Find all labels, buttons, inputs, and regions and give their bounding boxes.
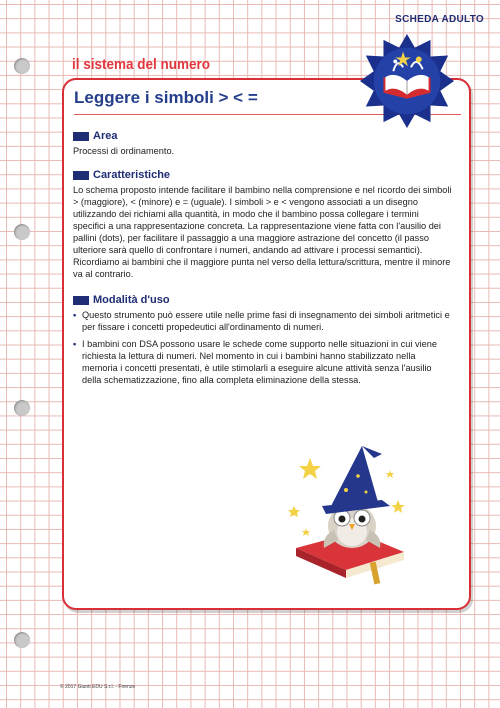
heading-marker-icon [73, 296, 89, 305]
caratteristiche-text: Lo schema proposto intende facilitare il bambino nella comprensione e nel ricordo dei simboli > (maggiore), < (minore) e = (uguale). I simboli > e < vengono associati a un disegno utilizzando dei richiami alla quantità, in modo che il bambino possa collegare i termini specifici a una rappresentazione concreta. La rappresentazione viene fatta con l'ausilio dei pallini (dots), per facilitare il passaggio a una maggiore astrazione del concetto (il passo ulteriore sarà quello di confrontare i numeri, andando ad attivare i processi semantici). Ricordiamo ai bambini che il maggiore punta nel verso della lettura/scrittura, mentre il minore va al contrario. [73, 185, 452, 279]
caratteristiche-heading-text: Caratteristiche [93, 169, 171, 181]
modalita-heading-text: Modalità d'uso [93, 294, 170, 306]
heading-marker-icon [73, 132, 89, 141]
area-text: Processi di ordinamento. [73, 146, 175, 156]
binder-hole [14, 58, 30, 74]
binder-hole [14, 224, 30, 240]
section-label: il sistema del numero [72, 56, 211, 73]
sheet-type-label: SCHEDA ADULTO [395, 14, 484, 25]
card-content [73, 130, 452, 391]
list-item: • Questo strumento può essere utile nelle prime fasi di insegnamento dei simboli aritmetici e per fissare i concetti propedeutici all'ordinamento di numeri. [73, 309, 452, 333]
modalita-heading [73, 294, 452, 307]
heading-marker-icon [73, 171, 89, 180]
book-badge-icon [358, 32, 456, 130]
binder-hole [14, 632, 30, 648]
area-heading [73, 130, 452, 143]
list-item: • I bambini con DSA possono usare le schede come supporto nelle situazioni in cui viene richiesta la lettura di numeri. Nel momento in cui i bambini hanno stabilizzato nella memoria i concetti presentati, è utile stimolarli a eseguire alcune attività senza l'ausilio della schematizzazione, fino alla completa eliminazione della stessa. [73, 338, 452, 386]
area-heading-text: Area [93, 130, 118, 142]
page-title: Leggere i simboli > < = [74, 88, 258, 107]
copyright-footer: © 2017 Giunti EDU S.r.l. - Firenze [60, 684, 136, 690]
wizard-owl-illustration [286, 440, 416, 590]
binder-hole [14, 400, 30, 416]
caratteristiche-heading [73, 169, 452, 182]
modalita-list [73, 309, 452, 386]
